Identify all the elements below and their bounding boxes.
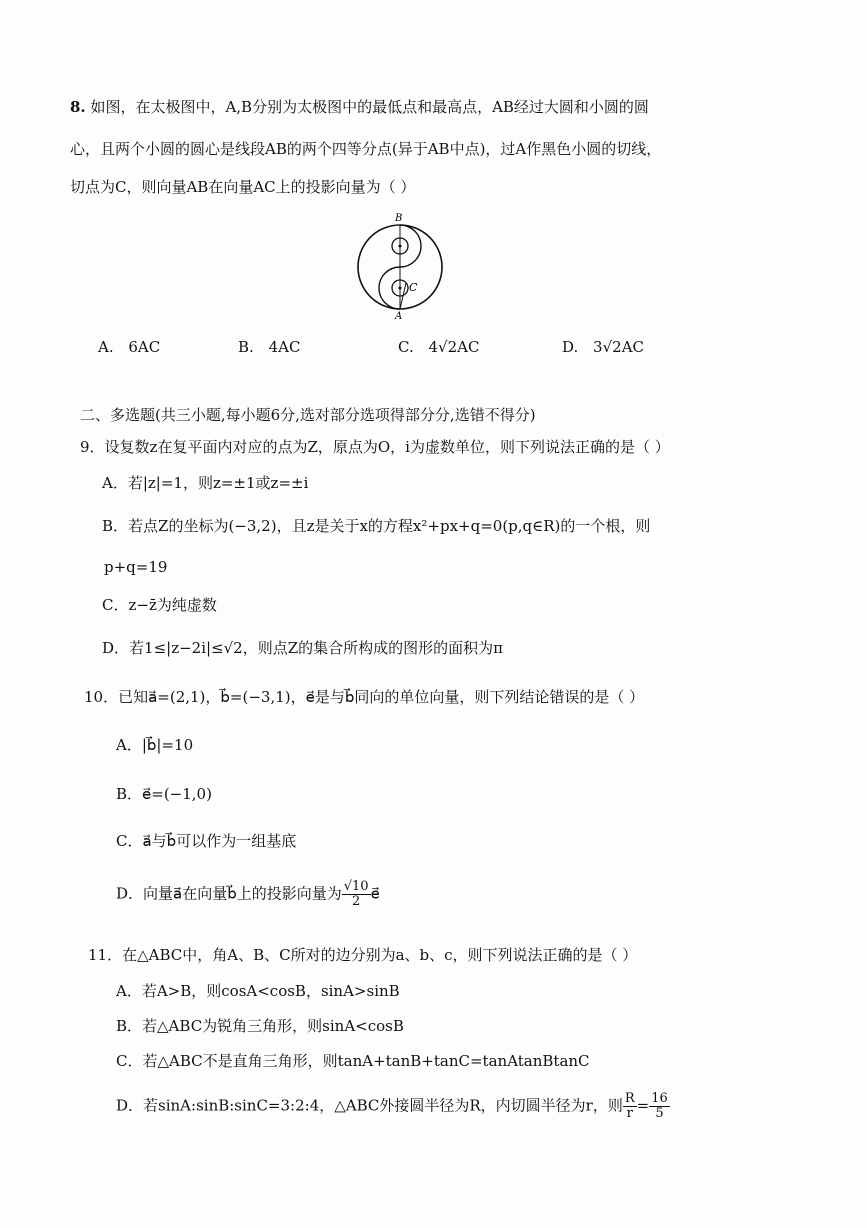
q8-option-c[interactable] [398,336,479,358]
option-key: D. [562,338,579,356]
taiji-figure [350,210,450,320]
q10-d-prefix: D．向量a⃗在向量b⃗上的投影向量为 [116,884,342,903]
q9-option-b-line-1[interactable]: B．若点Z的坐标为(−3,2)，且z是关于x的方程x²+px+q=0(p,q∈R)的一个根，则 [102,517,651,535]
q9-option-d[interactable]: D．若1≤|z−2i|≤√2，则点Z的集合所构成的图形的面积为π [102,639,504,657]
q11-d-prefix: D．若sinA:sinB:sinC=3:2:4，△ABC外接圆半径为R，内切圆半径为r，则 [116,1096,623,1115]
q10-option-c[interactable]: C．a⃗与b⃗可以作为一组基底 [116,832,297,850]
q10-option-d[interactable] [116,880,380,909]
q8-line-3: 切点为C，则向量AB在向量AC上的投影向量为（ ） [70,178,416,196]
q10-option-b[interactable]: B．e⃗=(−1,0) [116,785,212,803]
fraction-denominator: r [626,1106,633,1121]
option-text: 4AC [268,338,301,356]
q11-d-fraction-2 [649,1092,670,1121]
q11-option-a[interactable]: A．若A>B，则cosA<cosB，sinA>sinB [116,982,400,1000]
fraction-numerator: √10 [343,879,369,894]
label-c: C [409,281,418,294]
q10-option-a[interactable]: A．|b⃗|=10 [116,736,194,754]
q8-number: 8. [70,98,86,116]
fraction-denominator: 2 [352,894,361,909]
q8-line-2: 心，且两个小圆的圆心是线段AB的两个四等分点(异于AB中点)，过A作黑色小圆的切线， [70,140,662,158]
q9-option-b-line-2: p+q=19 [104,558,168,576]
option-text: 4√2AC [428,338,480,356]
q11-d-fraction-1 [623,1092,637,1121]
section-2-title: 二、多选题(共三小题,每小题6分,选对部分选项得部分分,选错不得分) [80,406,536,424]
q10-d-suffix: e⃗ [370,884,380,903]
q11-d-equals: = [636,1096,650,1115]
q8-option-b[interactable] [238,336,300,358]
q11-option-b[interactable]: B．若△ABC为锐角三角形，则sinA<cosB [116,1017,404,1035]
q8-text-1: 如图，在太极图中，A,B分别为太极图中的最低点和最高点，AB经过大圆和小圆的圆 [90,98,649,116]
label-a: A [395,311,403,320]
option-key: B. [238,338,254,356]
option-key: C. [398,338,414,356]
q9-stem: 9．设复数z在复平面内对应的点为Z，原点为O，i为虚数单位，则下列说法正确的是（ ） [80,438,670,456]
option-text: 6AC [128,338,161,356]
q10-stem: 10．已知a⃗=(2,1)，b⃗=(−3,1)，e⃗是与b⃗同向的单位向量，则下列结论错误的是（ ） [84,688,645,706]
q8-option-a[interactable] [98,336,160,358]
q8-line-1 [70,96,649,118]
q11-option-d[interactable] [116,1092,670,1121]
q8-option-d[interactable] [562,336,644,358]
q10-d-fraction [342,880,371,909]
q11-stem: 11．在△ABC中，角A、B、C所对的边分别为a、b、c，则下列说法正确的是（ ） [88,946,638,964]
fraction-denominator: 5 [655,1106,664,1121]
q9-option-c[interactable]: C．z−z̄为纯虚数 [102,596,217,614]
fraction-numerator: 16 [651,1091,668,1106]
q9-option-a[interactable]: A．若|z|=1，则z=±1或z=±i [102,474,309,492]
fraction-numerator: R [624,1091,635,1106]
option-text: 3√2AC [593,338,645,356]
label-b: B [395,213,403,224]
option-key: A. [98,338,114,356]
q11-option-c[interactable]: C．若△ABC不是直角三角形，则tanA+tanB+tanC=tanAtanBtanC [116,1052,590,1070]
